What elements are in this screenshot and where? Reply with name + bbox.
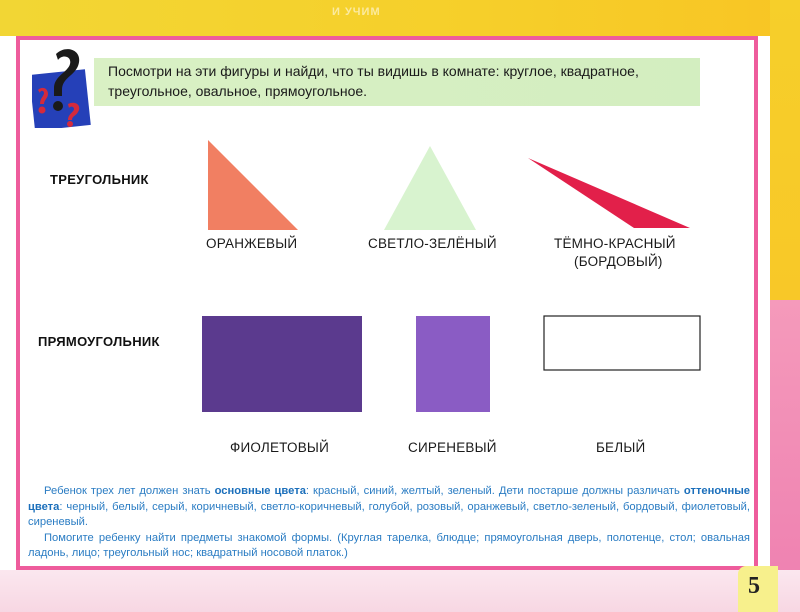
note-term-basic-colors: основные цвета [214, 485, 306, 497]
note-text: : черный, белый, серый, коричневый, светло-коричневый, голубой, розовый, оранжевый, светло-зеленый, бордовый, фиолетовый, сиреневый. [28, 500, 750, 528]
triangle-light-green [384, 146, 476, 230]
note-text: Ребенок трех лет должен знать [44, 485, 215, 497]
label-burgundy: (БОРДОВЫЙ) [574, 254, 663, 269]
row-label-triangle: ТРЕУГОЛЬНИК [50, 172, 149, 187]
note-paragraph-1 [28, 484, 750, 531]
page-number: 5 [748, 573, 760, 599]
label-light-green: СВЕТЛО-ЗЕЛЁНЫЙ [368, 236, 497, 251]
rect-lilac [416, 316, 490, 412]
label-white: БЕЛЫЙ [596, 440, 646, 455]
rect-violet [202, 316, 362, 412]
row-label-rectangle: ПРЯМОУГОЛЬНИК [38, 334, 160, 349]
triangle-orange [208, 140, 298, 230]
label-dark-red: ТЁМНО-КРАСНЫЙ [554, 236, 676, 251]
label-lilac: СИРЕНЕВЫЙ [408, 440, 497, 455]
header-fragment: И УЧИМ [332, 6, 381, 18]
note-term-shade-colors: оттеночные цвета [28, 485, 750, 513]
instruction-text: Посмотри на эти фигуры и найди, что ты видишь в комнате: круглое, квадратное, треугольное, овальное, прямоугольное. [108, 63, 639, 99]
note-text: : красный, синий, желтый, зеленый. Дети постарше должны различать [305, 485, 684, 497]
parent-note [28, 484, 750, 562]
rect-white [544, 316, 700, 370]
triangle-dark-red [528, 158, 690, 228]
label-violet: ФИОЛЕТОВЫЙ [230, 440, 329, 455]
note-paragraph-2: Помогите ребенку найти предметы знакомой формы. (Круглая тарелка, блюдце; прямоугольная дверь, полотенце, стол; овальная ладонь, лицо; треугольный нос; квадратный носовой платок.) [28, 531, 750, 559]
label-orange: ОРАНЖЕВЫЙ [206, 236, 298, 251]
